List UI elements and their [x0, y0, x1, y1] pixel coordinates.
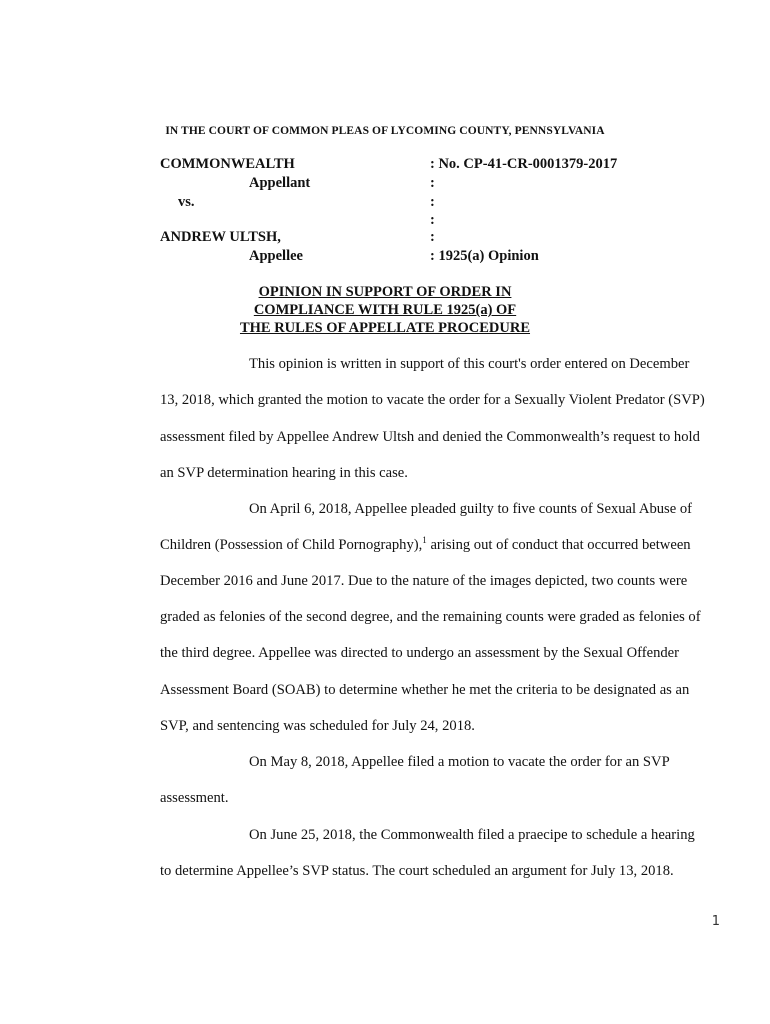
caption-colon: : [430, 194, 435, 210]
body-line: 13, 2018, which granted the motion to vacate the order for a Sexually Violent Predator (SVP) [160, 392, 705, 408]
plaintiff-role: Appellant [249, 175, 311, 191]
body-line: the third degree. Appellee was directed to undergo an assessment by the Sexual Offender [160, 645, 679, 661]
body-line: On April 6, 2018, Appellee pleaded guilty to five counts of Sexual Abuse of [249, 501, 693, 517]
caption-colon: : [430, 229, 435, 245]
body-line-segment: arising out of conduct that occurred between [430, 537, 691, 553]
case-number: : No. CP-41-CR-0001379-2017 [430, 156, 618, 172]
footnote-marker: 1 [422, 535, 427, 546]
body-line: graded as felonies of the second degree, and the remaining counts were graded as felonies of [160, 609, 701, 625]
body-line: an SVP determination hearing in this case. [160, 465, 408, 481]
body-line: assessment. [160, 790, 229, 806]
body-line: December 2016 and June 2017. Due to the nature of the images depicted, two counts were [160, 573, 688, 589]
defendant-name: ANDREW ULTSH, [160, 229, 281, 245]
body-line: On June 25, 2018, the Commonwealth filed a praecipe to schedule a hearing [249, 827, 695, 843]
plaintiff-name: COMMONWEALTH [160, 156, 295, 172]
body-line: to determine Appellee’s SVP status. The court scheduled an argument for July 13, 2018. [160, 863, 674, 879]
page-number: 1 [711, 914, 720, 929]
body-line: On May 8, 2018, Appellee filed a motion to vacate the order for an SVP [249, 754, 670, 770]
court-header: IN THE COURT OF COMMON PLEAS OF LYCOMING COUNTY, PENNSYLVANIA [165, 125, 605, 137]
body-line: Assessment Board (SOAB) to determine whether he met the criteria to be designated as an [160, 682, 690, 698]
opinion-title-line-1: OPINION IN SUPPORT OF ORDER IN [258, 284, 512, 300]
defendant-role: Appellee [249, 248, 303, 264]
caption-colon: : [430, 175, 435, 191]
body-line: This opinion is written in support of this court's order entered on December [249, 356, 690, 372]
body-line [160, 536, 691, 554]
body-line: SVP, and sentencing was scheduled for July 24, 2018. [160, 718, 475, 734]
opinion-type: : 1925(a) Opinion [430, 248, 539, 264]
body-line: assessment filed by Appellee Andrew Ultsh and denied the Commonwealth’s request to hold [160, 429, 700, 445]
caption-colon: : [430, 212, 435, 228]
opinion-title-line-2: COMPLIANCE WITH RULE 1925(a) OF [253, 302, 517, 318]
opinion-title-line-3: THE RULES OF APPELLATE PROCEDURE [239, 320, 531, 336]
body-line-segment: Children (Possession of Child Pornography), [160, 537, 423, 553]
versus-label: vs. [178, 194, 195, 210]
